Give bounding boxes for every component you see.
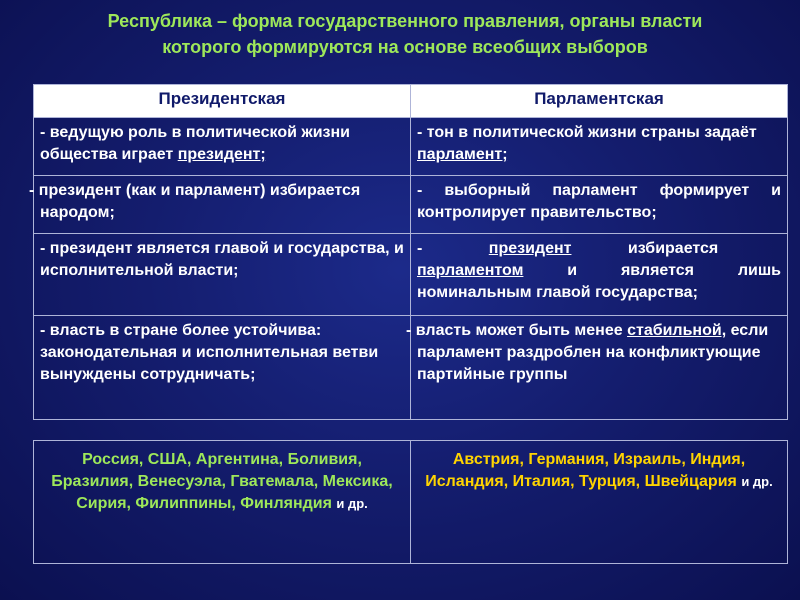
cell-presidential-2: - президент (как и парламент) избирается народом; [34, 176, 411, 234]
cell-parliamentary-3: - президент избирается парламентом и является лишь номинальным главой государства; [411, 234, 788, 316]
cell-parliamentary-1: - тон в политической жизни страны задаёт парламент; [411, 118, 788, 176]
cell-parliamentary-4: - власть может быть менее стабильной, если парламент раздроблен на конфликтующие партийные группы [411, 316, 788, 420]
table-row [34, 118, 788, 176]
parliamentary-countries: Австрия, Германия, Израиль, Индия, Исландия, Италия, Турция, Швейцария и др. [411, 441, 788, 564]
countries-row [34, 441, 788, 564]
etc-label: и др. [741, 474, 773, 489]
table-row [34, 316, 788, 420]
header-presidential: Президентская [34, 85, 411, 118]
presidential-countries: Россия, США, Аргентина, Боливия, Бразилия, Венесуэла, Гватемала, Мексика, Сирия, Филиппины, Финляндия и др. [34, 441, 411, 564]
title-line-2: которого формируются на основе всеобщих выборов [162, 37, 648, 57]
etc-label: и др. [336, 496, 368, 511]
comparison-table [29, 84, 788, 420]
cell-presidential-3: - президент является главой и государства, и исполнительной власти; [34, 234, 411, 316]
cell-parliamentary-2: - выборный парламент формирует и контролирует правительство; [411, 176, 788, 234]
countries-table [33, 440, 788, 564]
header-parliamentary: Парламентская [411, 85, 788, 118]
cell-presidential-1: - ведущую роль в политической жизни общества играет президент; [34, 118, 411, 176]
cell-presidential-4: - власть в стране более устойчива: законодательная и исполнительная ветви вынуждены сотрудничать; [34, 316, 411, 420]
table-header-row [34, 85, 788, 118]
table-row [34, 176, 788, 234]
slide-title [30, 8, 780, 60]
table-row [34, 234, 788, 316]
title-line-1: Республика – форма государственного правления, органы власти [107, 11, 703, 31]
